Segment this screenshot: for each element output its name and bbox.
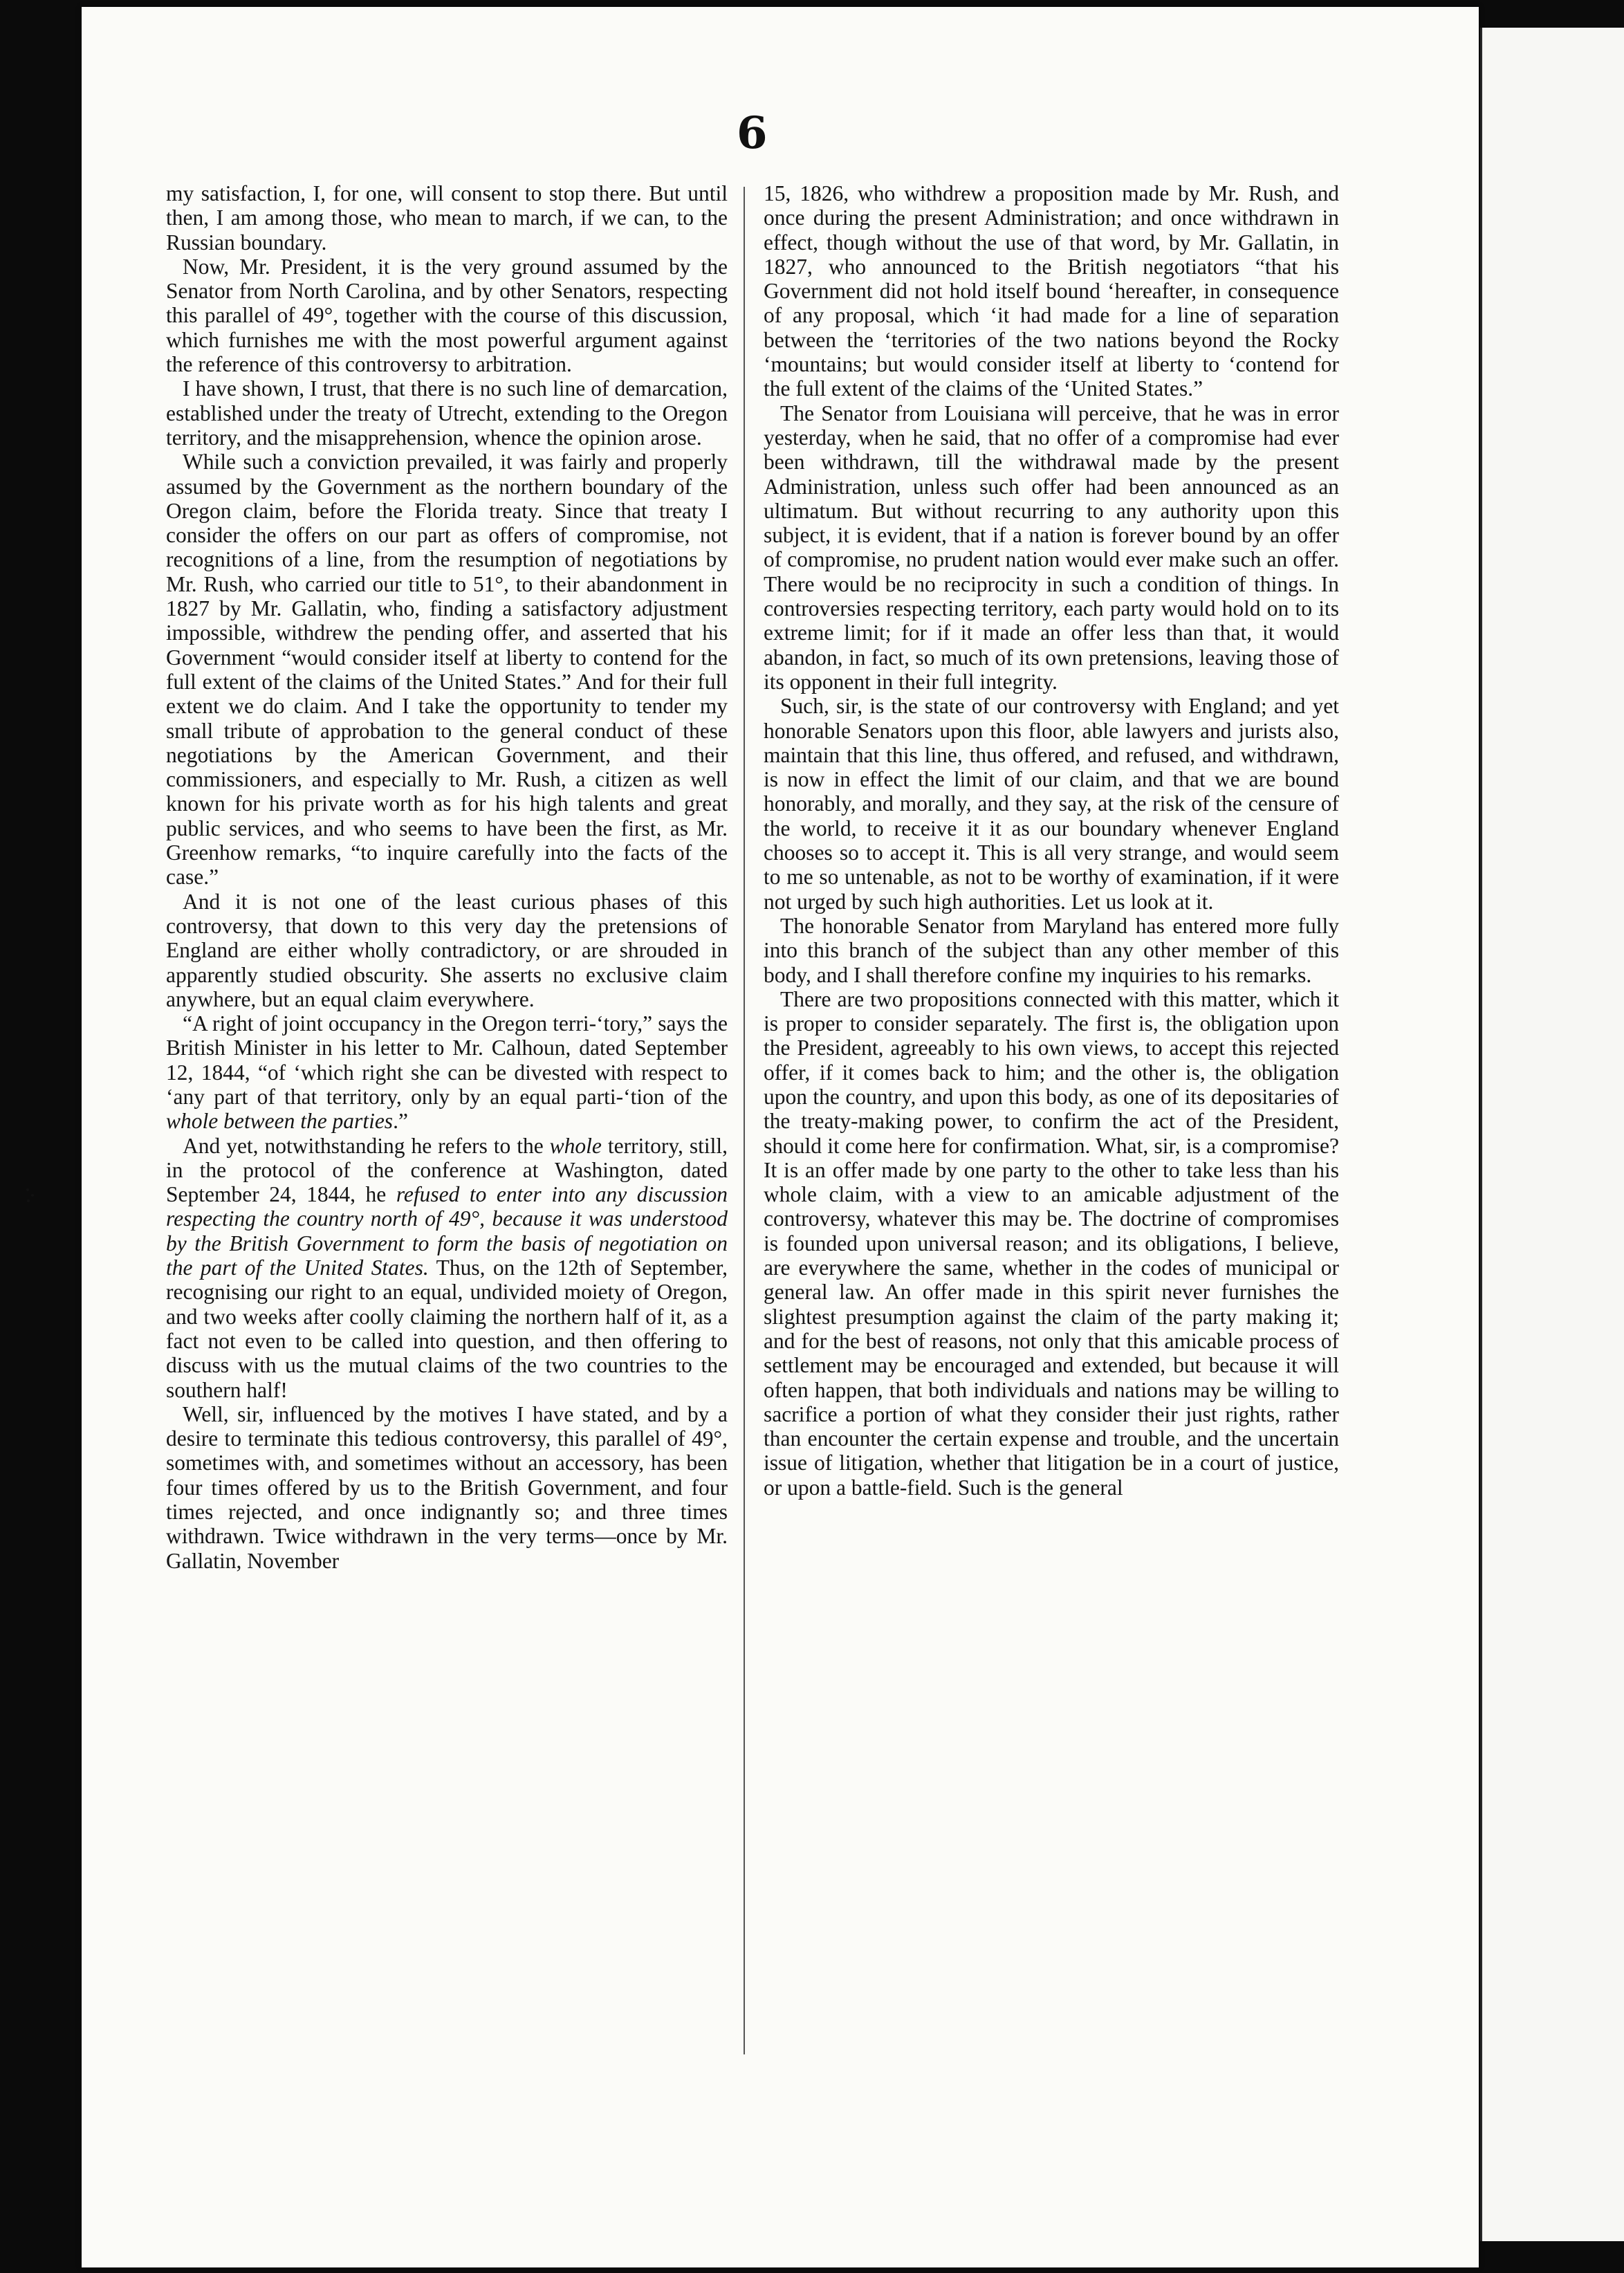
page-number: 6 [737,107,768,159]
paragraph: While such a conviction prevailed, it was fairly and properly assumed by the Government as the northern boundary of the Oregon claim, before the Florida treaty. Since that treaty I consider the offers on our part as offers of compromise, not recognitions of a line, from the resumption of negotiations by Mr. Rush, who carried our title to 51°, to their abandonment in 1827 by Mr. Gallatin, who, finding a satisfactory adjustment impossible, withdrew the pending offer, and asserted that his Government “would consider itself at liberty to contend for the full extent of the claims of the United States.” And for their full extent we do claim. And I take the opportunity to tender my small tribute of approbation to the general conduct of these negotiations by the American Government, and their commissioners, and especially to Mr. Rush, a citizen as well known for his private worth as for his high talents and great public services, and who seems to have been the first, as Mr. Greenhow remarks, “to inquire carefully into the facts of the case.” [166,450,728,890]
paragraph [166,1134,728,1402]
paragraph: There are two propositions connected with this matter, which it is proper to consider separately. The first is, the obligation upon the President, agreeably to his own views, to accept this rejected offer, if it comes back to him; and the other is, the obligation upon the country, and upon this body, as one of its depositaries of the treaty-making power, to confirm the act of the President, should it come here for confirmation. What, sir, is a compromise? It is an offer made by one party to the other to take less than his whole claim, with a view to an amicable adjustment of the controversy, whatever this may be. The doctrine of compromises is founded upon universal reason; and its obligations, I believe, are everywhere the same, whether in the codes of municipal or general law. An offer made in this spirit never furnishes the slightest presumption against the claim of the party making it; and for the best of reasons, not only that this amicable process of settlement may be encouraged and extended, but because it will often happen, that both individuals and nations may be willing to sacrifice a portion of what they consider their just rights, rather than encounter the certain expense and trouble, and the uncertain issue of litigation, whether that litigation be in a court of justice, or upon a battle-field. Such is the general [764,986,1339,1500]
paragraph: Such, sir, is the state of our controversy with England; and yet honorable Senators upon this floor, able lawyers and jurists also, maintain that this line, thus offered, and refused, and withdrawn, is now in effect the limit of our claim, and that we are bound honorably, and morally, and they say, at the risk of the censure of the world, to receive it it as our boundary whenever England chooses so to accept it. This is all very strange, and would seem to me so untenable, as not to be worthy of examination, if it were not urged by such high authorities. Let us look at it. [764,694,1339,914]
quote-emphasis: whole between the parties [166,1109,394,1134]
quoted-paragraph [166,1011,728,1133]
paragraph: my satisfaction, I, for one, will consent to stop there. But until then, I am among those, who mean to march, if we can, to the Russian boundary. [166,181,728,255]
paragraph: And it is not one of the least curious phases of this controversy, that down to this very day the pretensions of England are either wholly contradictory, or are shrouded in apparently studied obscurity. She asserts no exclusive claim anywhere, but an equal claim everywhere. [166,889,728,1011]
right-column [764,181,1339,1500]
emphasis-run: whole [549,1133,602,1158]
quote-end: .” [393,1109,408,1134]
text-run: And yet, notwithstanding he refers to the [183,1133,544,1158]
left-column [166,181,728,1573]
paragraph: Well, sir, influenced by the motives I have stated, and by a desire to terminate this tedious controversy, this parallel of 49°, sometimes with, and sometimes without an accessory, has been four times offered by us to the British Government, and four times rejected, and once indignantly so; and three times withdrawn. Twice withdrawn in the very terms—once by Mr. Gallatin, November [166,1401,728,1573]
paragraph: I have shown, I trust, that there is no such line of demarcation, established under the treaty of Utrecht, extending to the Oregon territory, and the misapprehension, whence the opinion arose. [166,376,728,450]
margin-mark [25,1188,36,1205]
text-run: territory, still, in the protocol of the conference at Washington, dated September 24, 1844, he [166,1133,728,1207]
quote-text: “A right of joint occupancy in the Oregon terri-‘tory,” says the British Minister in his letter to Mr. Calhoun, dated September 12, 1844, “of ‘which right she can be divested with respect to ‘any part of that territory, only by an equal parti-‘tion of the [166,1011,728,1109]
paragraph: The Senator from Louisiana will perceive, that he was in error yesterday, when he said, that no offer of a compromise had ever been withdrawn, till the withdrawal made by the present Administration, unless such offer had been announced as an ultimatum. But without recurring to any authority upon this subject, it is evident, that if a nation is forever bound by an offer of compromise, no prudent nation would ever make such an offer. There would be no reciprocity in such a condition of things. In controversies respecting territory, each party would hold on to its extreme limit; for if it made an offer less than that, it would abandon, in fact, so much of its own pretensions, leaving those of its opponent in their full integrity. [764,401,1339,694]
paragraph: Now, Mr. President, it is the very ground assumed by the Senator from North Carolina, and by other Senators, respecting this parallel of 49°, together with the course of this discussion, which furnishes me with the most powerful argument against the reference of this controversy to arbitration. [166,254,728,377]
text-run: Thus, on the 12th of September, recognising our right to an equal, undivided moiety of Oregon, and two weeks after coolly claiming the northern half of it, as a fact not even to be called into question, and then offering to discuss with us the mutual claims of the two countries to the southern half! [166,1255,728,1402]
paragraph: 15, 1826, who withdrew a proposition made by Mr. Rush, and once during the present Administration; and once withdrawn in effect, though without the use of that word, by Mr. Gallatin, in 1827, who announced to the British negotiators “that his Government did not hold itself bound ‘hereafter, in consequence of any proposal, which ‘it had made for a line of separation between the ‘territories of the two nations beyond the Rocky ‘mountains; but would consider itself at liberty to ‘contend for the full extent of the claims of the ‘United States.” [764,181,1339,401]
facing-page-edge [1480,28,1624,2241]
emphasis-run: refused to enter into any discussion respecting the country north of 49°, because it was understood by the British Government to form the basis of negotiation on the part of the United States. [166,1182,728,1280]
column-divider [744,187,745,2054]
paragraph: The honorable Senator from Maryland has entered more fully into this branch of the subject than any other member of this body, and I shall therefore confine my inquiries to his remarks. [764,913,1339,987]
